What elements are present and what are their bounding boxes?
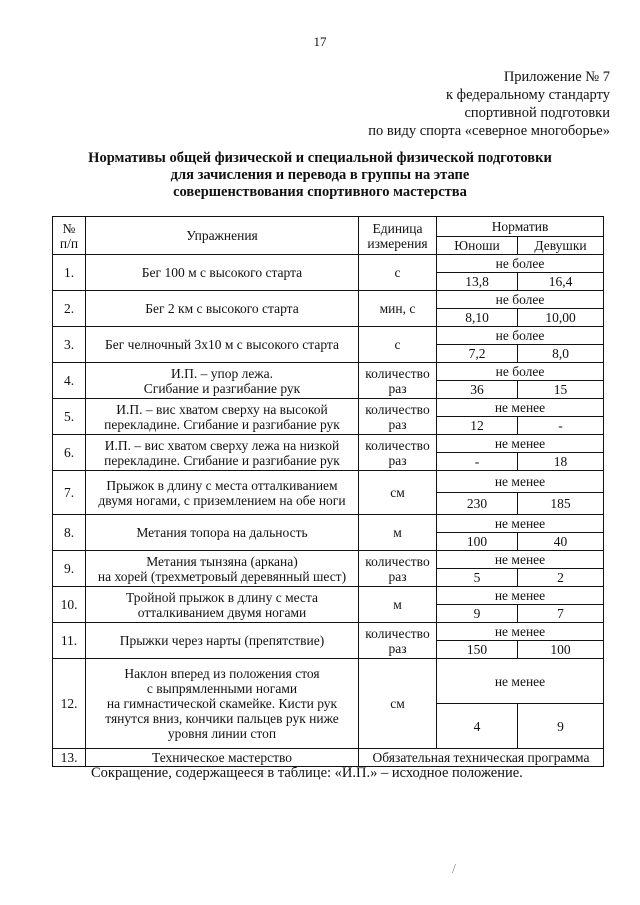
row-number-cell: 2.	[53, 291, 86, 327]
exercise-cell	[86, 255, 359, 291]
unit-line: см	[390, 696, 405, 711]
unit-line: раз	[388, 452, 407, 468]
row-number-cell: 1.	[53, 255, 86, 291]
unit-line: см	[390, 485, 405, 500]
exercise-line: перекладине. Сгибание и разгибание рук	[104, 452, 340, 468]
exercise-cell	[86, 291, 359, 327]
unit-line: раз	[388, 640, 407, 656]
exercise-cell	[86, 327, 359, 363]
exercise-cell	[86, 749, 359, 767]
girls-value-cell: 15	[518, 381, 604, 399]
unit-line: с	[394, 337, 401, 352]
condition-cell: не менее	[437, 515, 604, 533]
program-cell: Обязательная техническая программа	[359, 749, 604, 767]
condition-cell: не более	[437, 255, 604, 273]
table-row	[53, 435, 604, 453]
stray-mark: /	[452, 862, 456, 877]
table-row	[53, 399, 604, 417]
boys-value-cell: 13,8	[437, 273, 518, 291]
exercise-line: Метания тынзяна (аркана)	[146, 553, 298, 569]
unit-cell	[359, 623, 437, 659]
title-line: совершенствования спортивного мастерства	[173, 184, 467, 200]
exercise-line: Наклон вперед из положения стоя	[124, 666, 320, 681]
girls-value-cell: 16,4	[518, 273, 604, 291]
unit-line: количество	[365, 401, 430, 417]
girls-value-cell: -	[518, 417, 604, 435]
girls-value-cell: 100	[518, 641, 604, 659]
unit-line: с	[394, 265, 401, 280]
header-girls: Девушки	[518, 237, 604, 255]
exercise-cell	[86, 435, 359, 471]
header-unit-line: Единица	[372, 220, 423, 236]
exercise-cell	[86, 659, 359, 749]
header-number	[53, 217, 86, 255]
girls-value-cell: 2	[518, 569, 604, 587]
table-row	[53, 587, 604, 605]
table-row	[53, 623, 604, 641]
condition-cell: не более	[437, 363, 604, 381]
exercise-line: на хорей (трехметровый деревянный шест)	[97, 568, 347, 584]
exercise-line: И.П. – вис хватом сверху на высокой	[116, 401, 328, 417]
exercise-line: на гимнастической скамейке. Кисти рук	[106, 696, 338, 711]
row-number-cell: 5.	[53, 399, 86, 435]
appendix-block	[368, 68, 610, 140]
row-number-cell: 3.	[53, 327, 86, 363]
header-norm: Норматив	[437, 217, 604, 237]
row-number-cell: 10.	[53, 587, 86, 623]
table-row	[53, 551, 604, 569]
condition-cell: не менее	[437, 471, 604, 493]
exercise-cell	[86, 363, 359, 399]
exercise-line: тянутся вниз, кончики пальцев рук ниже	[105, 711, 339, 726]
header-number-line: №	[62, 220, 76, 236]
normatives-table	[52, 216, 604, 767]
exercise-line: И.П. – вис хватом сверху лежа на низкой	[104, 437, 340, 453]
unit-cell	[359, 399, 437, 435]
girls-value-cell: 185	[518, 493, 604, 515]
boys-value-cell: 36	[437, 381, 518, 399]
unit-cell	[359, 551, 437, 587]
appendix-line: к федеральному стандарту	[446, 87, 610, 103]
table-row	[53, 327, 604, 345]
boys-value-cell: 8,10	[437, 309, 518, 327]
exercise-cell	[86, 623, 359, 659]
unit-cell	[359, 327, 437, 363]
unit-cell	[359, 587, 437, 623]
boys-value-cell: 4	[437, 704, 518, 749]
boys-value-cell: -	[437, 453, 518, 471]
condition-cell: не менее	[437, 623, 604, 641]
exercise-line: Прыжок в длину с места отталкиванием	[106, 477, 338, 493]
page-number: 17	[313, 34, 327, 49]
exercise-line: Бег 100 м с высокого старта	[141, 265, 303, 280]
unit-line: раз	[388, 416, 407, 432]
unit-line: раз	[388, 380, 407, 396]
exercise-line: Бег челночный 3х10 м с высокого старта	[105, 337, 339, 352]
boys-value-cell: 150	[437, 641, 518, 659]
table-row	[53, 471, 604, 493]
exercise-line: Метания топора на дальность	[136, 525, 308, 540]
row-number-cell: 7.	[53, 471, 86, 515]
boys-value-cell: 12	[437, 417, 518, 435]
appendix-line: Приложение № 7	[503, 69, 610, 85]
table-row	[53, 749, 604, 767]
row-number-cell: 9.	[53, 551, 86, 587]
row-number-cell: 11.	[53, 623, 86, 659]
header-number-line: п/п	[59, 235, 79, 251]
exercise-line: Бег 2 км с высокого старта	[145, 301, 299, 316]
unit-line: количество	[365, 437, 430, 453]
unit-cell	[359, 515, 437, 551]
condition-cell: не более	[437, 327, 604, 345]
boys-value-cell: 230	[437, 493, 518, 515]
exercise-line: Прыжки через нарты (препятствие)	[119, 633, 325, 648]
table-row	[53, 515, 604, 533]
table-row	[53, 363, 604, 381]
unit-line: мин, с	[379, 301, 416, 316]
exercise-line: Сгибание и разгибание рук	[143, 380, 301, 396]
unit-cell	[359, 471, 437, 515]
boys-value-cell: 9	[437, 605, 518, 623]
appendix-line: по виду спорта «северное многоборье»	[368, 123, 610, 139]
condition-cell: не менее	[437, 587, 604, 605]
appendix-line: спортивной подготовки	[464, 105, 610, 121]
row-number-cell: 4.	[53, 363, 86, 399]
header-boys: Юноши	[437, 237, 518, 255]
exercise-cell	[86, 587, 359, 623]
unit-cell	[359, 255, 437, 291]
header-exercise: Упражнения	[86, 217, 359, 255]
girls-value-cell: 9	[518, 704, 604, 749]
unit-line: м	[393, 597, 402, 612]
exercise-cell	[86, 471, 359, 515]
boys-value-cell: 100	[437, 533, 518, 551]
table-row	[53, 291, 604, 309]
title-line: Нормативы общей физической и специальной физической подготовки	[88, 150, 552, 166]
condition-cell: не менее	[437, 435, 604, 453]
unit-line: раз	[388, 568, 407, 584]
header-unit	[359, 217, 437, 255]
row-number-cell: 13.	[53, 749, 86, 767]
exercise-cell	[86, 551, 359, 587]
condition-cell: не более	[437, 291, 604, 309]
boys-value-cell: 7,2	[437, 345, 518, 363]
footnote: Сокращение, содержащееся в таблице: «И.П.» – исходное положение.	[91, 765, 523, 781]
exercise-line: двумя ногами, с приземлением на обе ноги	[98, 492, 346, 508]
unit-line: количество	[365, 625, 430, 641]
row-number-cell: 12.	[53, 659, 86, 749]
exercise-cell	[86, 515, 359, 551]
exercise-line: уровня линии стоп	[167, 726, 277, 741]
unit-line: количество	[365, 553, 430, 569]
unit-line: количество	[365, 365, 430, 381]
row-number-cell: 8.	[53, 515, 86, 551]
girls-value-cell: 18	[518, 453, 604, 471]
boys-value-cell: 5	[437, 569, 518, 587]
exercise-line: отталкиванием двумя ногами	[137, 604, 307, 620]
unit-cell	[359, 363, 437, 399]
title-line: для зачисления и перевода в группы на этапе	[170, 167, 470, 183]
condition-cell: не менее	[437, 399, 604, 417]
table-row	[53, 659, 604, 704]
unit-line: м	[393, 525, 402, 540]
girls-value-cell: 8,0	[518, 345, 604, 363]
exercise-cell	[86, 399, 359, 435]
exercise-line: И.П. – упор лежа.	[170, 365, 274, 381]
girls-value-cell: 10,00	[518, 309, 604, 327]
header-unit-line: измерения	[367, 235, 428, 251]
condition-cell: не менее	[437, 551, 604, 569]
exercise-line: перекладине. Сгибание и разгибание рук	[104, 416, 340, 432]
girls-value-cell: 40	[518, 533, 604, 551]
table-body	[53, 255, 604, 767]
unit-cell	[359, 659, 437, 749]
exercise-line: с выпрямленными ногами	[146, 681, 298, 696]
unit-cell	[359, 291, 437, 327]
exercise-line: Тройной прыжок в длину с места	[126, 589, 318, 605]
unit-cell	[359, 435, 437, 471]
girls-value-cell: 7	[518, 605, 604, 623]
row-number-cell: 6.	[53, 435, 86, 471]
condition-cell: не менее	[437, 659, 604, 704]
document-title	[0, 150, 640, 201]
table-row	[53, 255, 604, 273]
exercise-line: Техническое мастерство	[151, 750, 292, 765]
